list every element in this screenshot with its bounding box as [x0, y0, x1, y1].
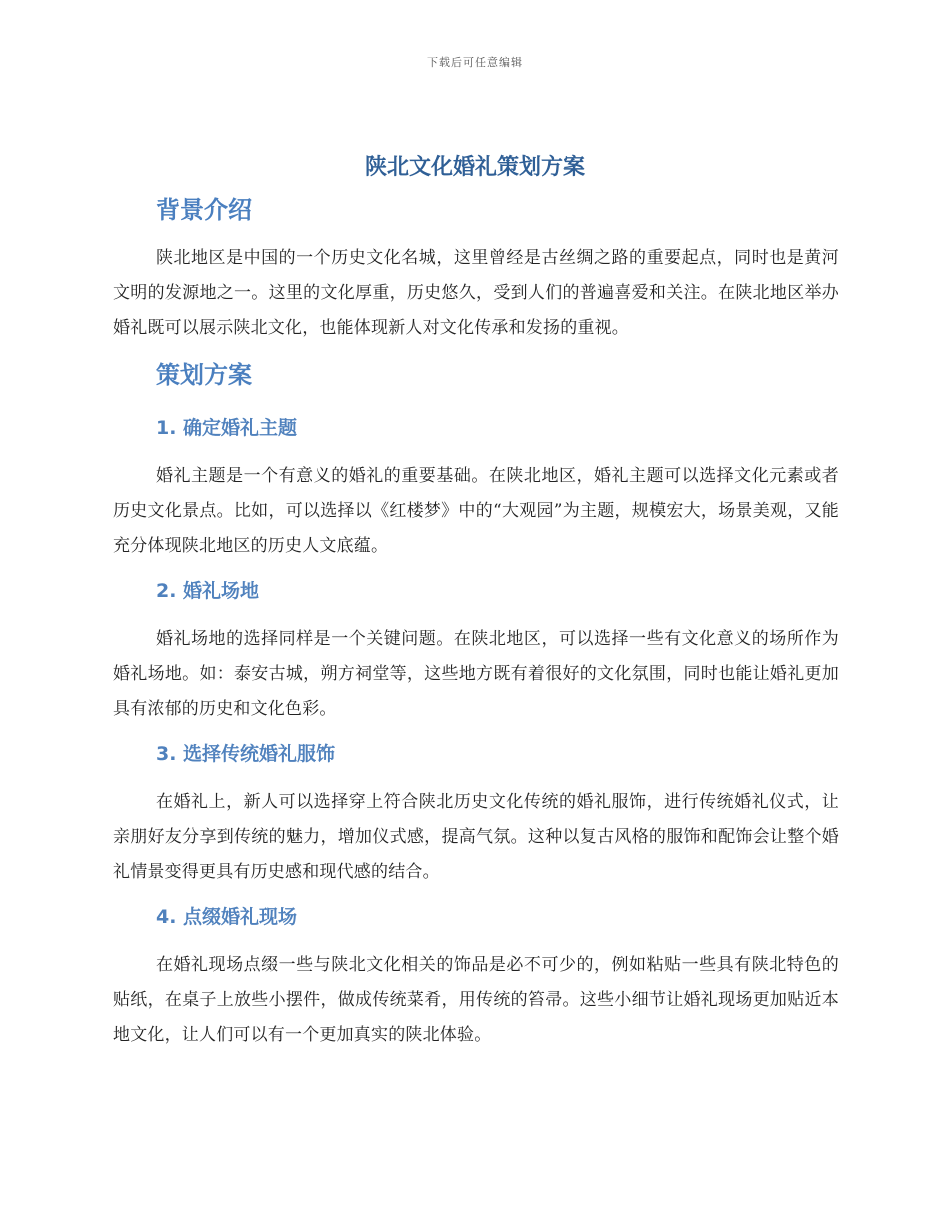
attire-paragraph: 在婚礼上，新人可以选择穿上符合陕北历史文化传统的婚礼服饰，进行传统婚礼仪式，让亲朋好友分享到传统的魅力，增加仪式感，提高气氛。这种以复古风格的服饰和配饰会让整个婚礼情景变得更具有历史感和现代感的结合。	[113, 792, 839, 882]
page-header-note: 下载后可任意编辑	[427, 56, 523, 69]
decoration-paragraph: 在婚礼现场点缀一些与陕北文化相关的饰品是必不可少的，例如粘贴一些具有陕北特色的贴纸，在桌子上放些小摆件，做成传统菜肴，用传统的笞帚。这些小细节让婚礼现场更加贴近本地文化，让人们可以有一个更加真实的陕北体验。	[113, 955, 839, 1045]
theme-paragraph: 婚礼主题是一个有意义的婚礼的重要基础。在陕北地区，婚礼主题可以选择文化元素或者历史文化景点。比如，可以选择以《红楼梦》中的“大观园”为主题，规模宏大，场景美观，又能充分体现陕北地区的历史人文底蕴。	[113, 466, 839, 556]
subsection-heading-theme: 1. 确定婚礼主题	[156, 417, 298, 439]
background-paragraph: 陕北地区是中国的一个历史文化名城，这里曾经是古丝绸之路的重要起点，同时也是黄河文明的发源地之一。这里的文化厚重，历史悠久，受到人们的普遍喜爱和关注。在陕北地区举办婚礼既可以展示陕北文化，也能体现新人对文化传承和发扬的重视。	[113, 248, 839, 338]
venue-paragraph: 婚礼场地的选择同样是一个关键问题。在陕北地区，可以选择一些有文化意义的场所作为婚礼场地。如：泰安古城，朔方祠堂等，这些地方既有着很好的文化氛围，同时也能让婚礼更加具有浓郁的历史和文化色彩。	[113, 629, 839, 719]
subsection-heading-decoration: 4. 点缀婚礼现场	[156, 906, 298, 928]
subsection-heading-attire: 3. 选择传统婚礼服饰	[156, 743, 336, 765]
section-heading-plan: 策划方案	[156, 361, 252, 389]
subsection-heading-venue: 2. 婚礼场地	[156, 580, 260, 602]
section-heading-background: 背景介绍	[156, 196, 252, 224]
document-title: 陕北文化婚礼策划方案	[364, 155, 585, 180]
